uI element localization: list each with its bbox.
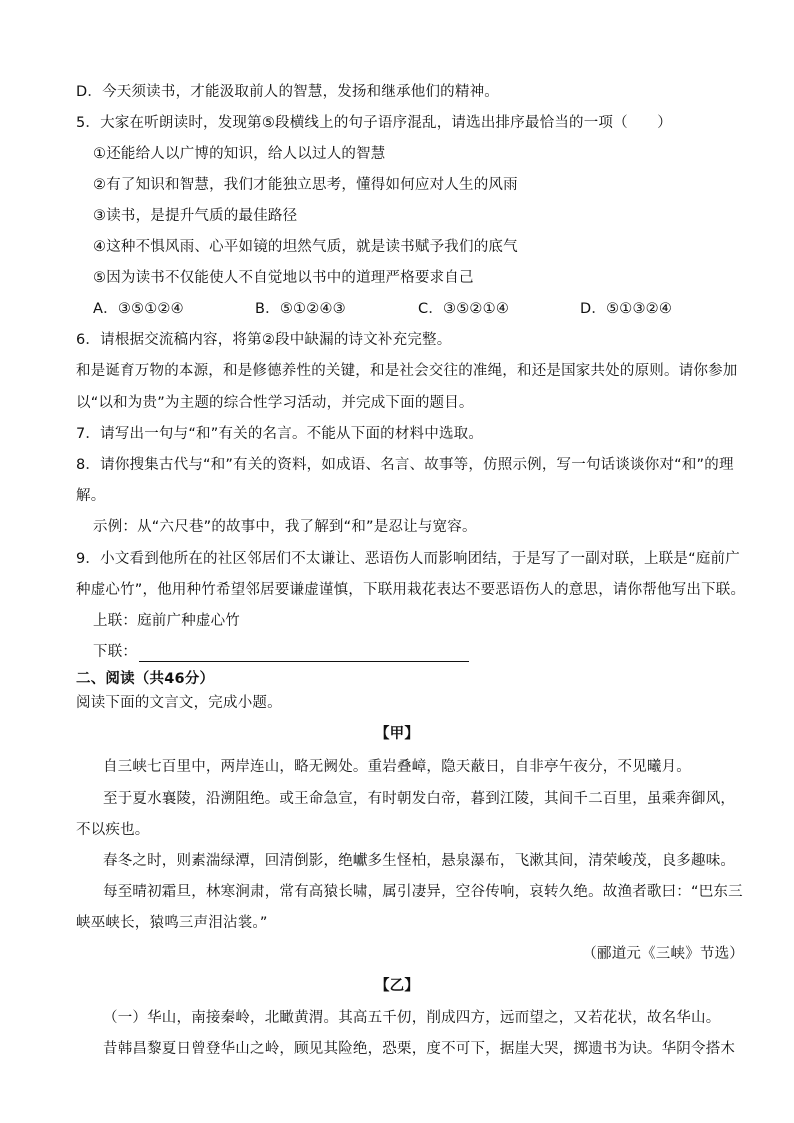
question-9-line-2: 种虚心竹”，他用种竹希望邻居要谦虚谨慎，下联用栽花表达不要恶语伤人的意思，请你帮他写出下联。 [76,582,746,598]
jia-paragraph-2-line-1: 至于夏水襄陵，沿溯阻绝。或王命急宣，有时朝发白帝，暮到江陵，其间千二百里，虽乘奔御风， [103,791,736,807]
yi-paragraph-2: 昔韩昌黎夏日曾登华山之岭，顾见其险绝，恐栗，度不可下，据崖大哭，掷遗书为诀。华阴令搭木 [103,1041,736,1057]
question-6: 6．请根据交流稿内容，将第②段中缺漏的诗文补充完整。 [76,332,452,348]
jia-source: （郦道元《三峡》节选） [582,946,744,962]
q5-sentence-5: ⑤因为读书不仅能使人不自觉地以书中的道理严格要求自己 [93,270,474,286]
q9-lower-label: 下联： [93,644,138,660]
q5-option-d: D．⑤①③②④ [580,301,673,317]
jia-paragraph-2-line-2: 不以疾也。 [76,822,150,838]
question-9-line-1: 9．小文看到他所在的社区邻居们不太谦让、恶语伤人而影响团结，于是写了一副对联，上联是“庭前广 [76,551,740,567]
activity-intro-line-2: 以“以和为贵”为主题的综合性学习活动，并完成下面的题目。 [76,395,474,411]
activity-intro-line-1: 和是诞育万物的本源，和是修德养性的关键，和是社会交往的准绳，和还是国家共处的原则。请你参加 [76,363,738,379]
q4-option-d: D．今天须读书，才能汲取前人的智慧，发扬和继承他们的精神。 [76,84,499,100]
jia-paragraph-4-line-2: 峡巫峡长，猿鸣三声泪沾裳。” [76,915,268,931]
passage-jia-title: 【甲】 [374,726,420,742]
q5-sentence-4: ④这种不惧风雨、心平如镜的坦然气质，就是读书赋予我们的底气 [93,239,518,255]
yi-paragraph-1: （一）华山，南接秦岭，北瞰黄渭。其高五千仞，削成四方，远而望之，又若花状，故名华山。 [103,1010,721,1026]
q5-sentence-1: ①还能给人以广博的知识，给人以过人的智慧 [93,146,386,162]
q5-option-a: A．③⑤①②④ [93,301,184,317]
q5-option-c: C．③⑤②①④ [418,301,510,317]
reading-instructions: 阅读下面的文言文，完成小题。 [76,695,282,711]
q9-upper-couplet: 上联：庭前广种虚心竹 [93,613,240,629]
jia-paragraph-3: 春冬之时，则素湍绿潭，回清倒影，绝巘多生怪柏，悬泉瀑布，飞漱其间，清荣峻茂，良多趣味。 [103,853,736,869]
jia-paragraph-1: 自三峡七百里中，两岸连山，略无阙处。重岩叠嶂，隐天蔽日，自非亭午夜分，不见曦月。 [103,759,691,775]
jia-paragraph-4-line-1: 每至晴初霜旦，林寒涧肃，常有高猿长啸，属引凄异，空谷传响，哀转久绝。故渔者歌曰：“巴东三 [103,884,743,900]
q9-lower-couplet [93,642,469,662]
q5-sentence-2: ②有了知识和智慧，我们才能独立思考，懂得如何应对人生的风雨 [93,177,518,193]
section-2-heading: 二、阅读（共46分） [76,671,215,687]
question-8-line-2: 解。 [76,488,106,504]
question-5: 5．大家在听朗读时，发现第⑤段横线上的句子语序混乱，请选出排序最恰当的一项（ ） [76,115,672,131]
q8-example: 示例：从“六尺巷”的故事中，我了解到“和”是忍让与宽容。 [93,519,477,535]
q5-sentence-3: ③读书，是提升气质的最佳路径 [93,208,298,224]
question-8-line-1: 8．请你搜集古代与“和”有关的资料，如成语、名言、故事等，仿照示例，写一句话谈谈你对“和”的理 [76,457,734,473]
passage-yi-title: 【乙】 [374,978,420,994]
question-7: 7．请写出一句与“和”有关的名言。不能从下面的材料中选取。 [76,426,484,442]
q5-option-b: B．⑤①②④③ [255,301,346,317]
answer-blank[interactable] [139,647,469,662]
